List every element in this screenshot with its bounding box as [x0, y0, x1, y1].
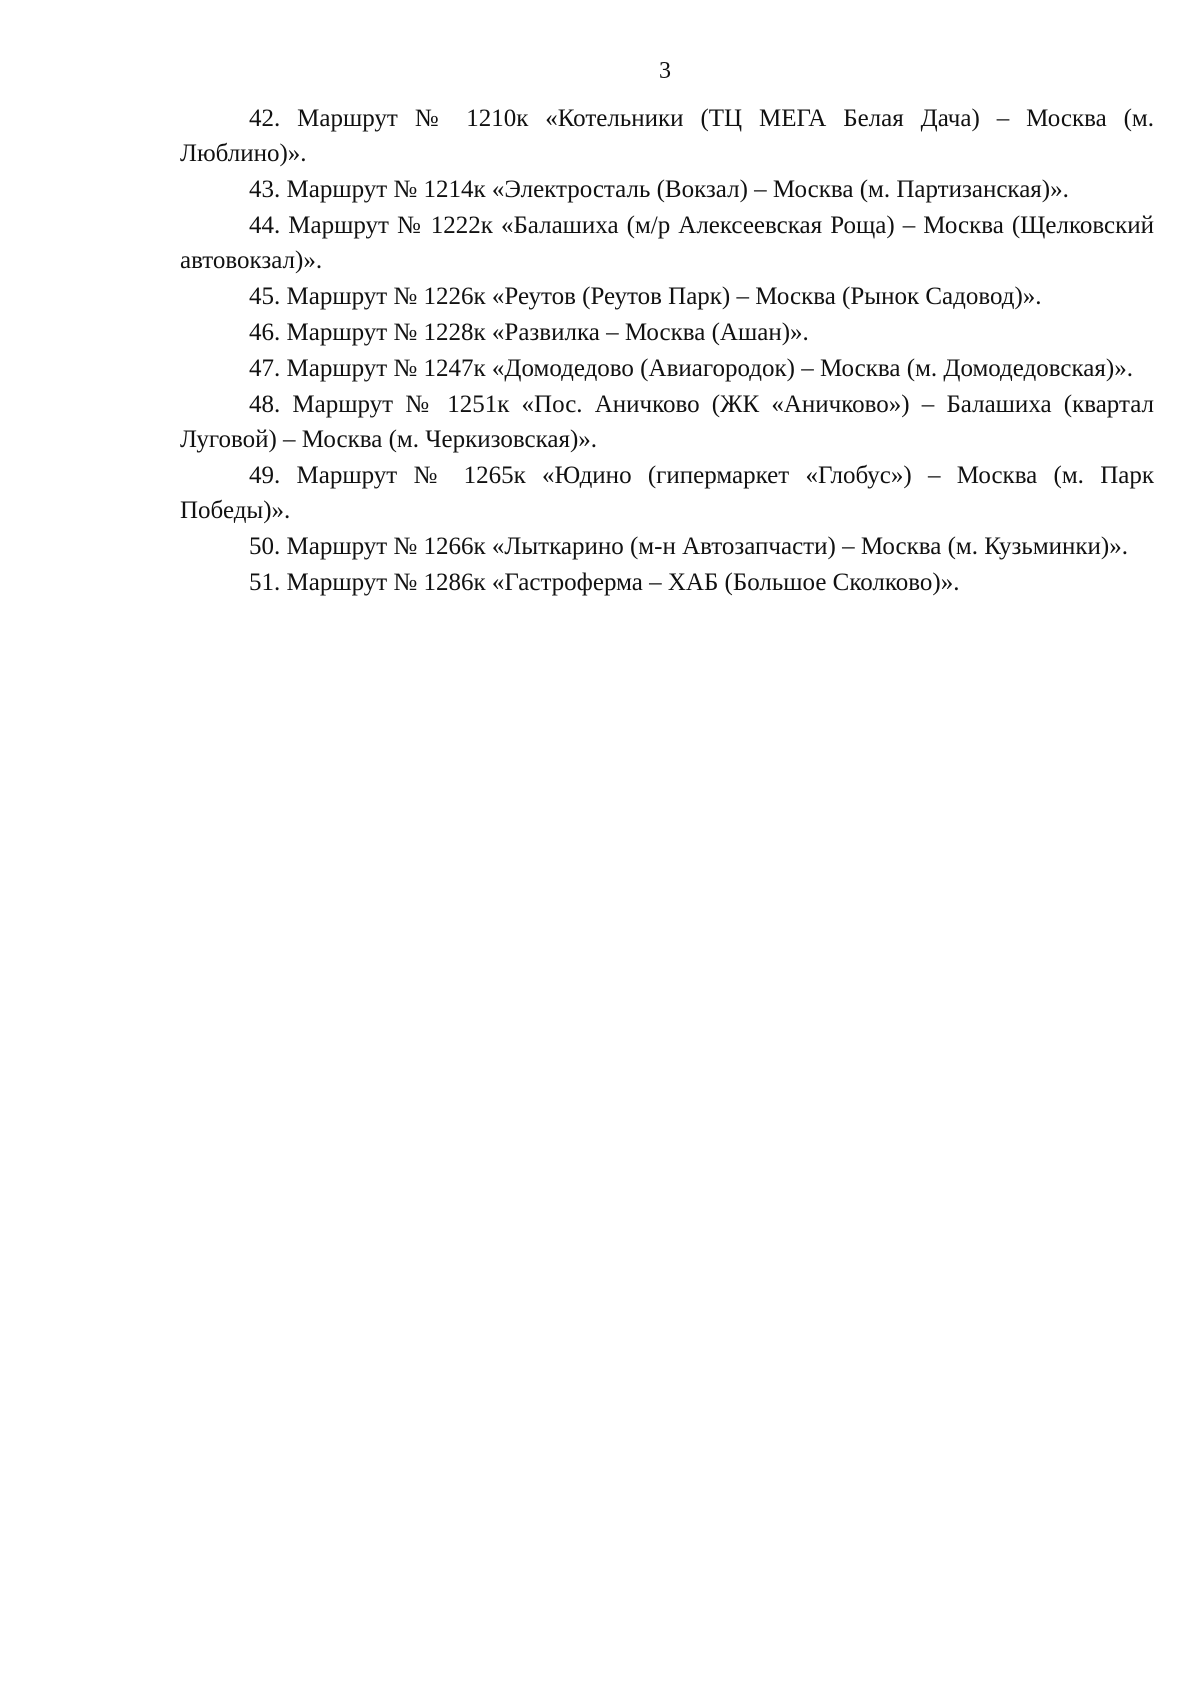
page-number: 3 — [659, 58, 671, 84]
list-item: 43. Маршрут № 1214к «Электросталь (Вокзал) – Москва (м. Партизанская)». — [249, 176, 1069, 203]
list-item: 48. Маршрут № 1251к «Пос. Аничково (ЖК «Аничково») – Балашиха (квартал Луговой) – Москва (м. Черкизовская)». — [180, 391, 1154, 453]
list-item: 46. Маршрут № 1228к «Развилка – Москва (Ашан)». — [249, 319, 809, 346]
list-item: 44. Маршрут № 1222к «Балашиха (м/р Алексеевская Роща) – Москва (Щелковский автовокзал)». — [180, 212, 1154, 274]
list-item: 45. Маршрут № 1226к «Реутов (Реутов Парк) – Москва (Рынок Садовод)». — [249, 283, 1042, 310]
list-item: 47. Маршрут № 1247к «Домодедово (Авиагородок) – Москва (м. Домодедовская)». — [249, 355, 1133, 382]
list-item: 49. Маршрут № 1265к «Юдино (гипермаркет «Глобус») – Москва (м. Парк Победы)». — [180, 462, 1154, 524]
document-body — [180, 101, 1154, 601]
list-item: 42. Маршрут № 1210к «Котельники (ТЦ МЕГА Белая Дача) – Москва (м. Люблино)». — [180, 105, 1154, 167]
list-item: 50. Маршрут № 1266к «Лыткарино (м-н Автозапчасти) – Москва (м. Кузьминки)». — [249, 533, 1129, 560]
list-item: 51. Маршрут № 1286к «Гастроферма – ХАБ (Большое Сколково)». — [249, 569, 960, 596]
